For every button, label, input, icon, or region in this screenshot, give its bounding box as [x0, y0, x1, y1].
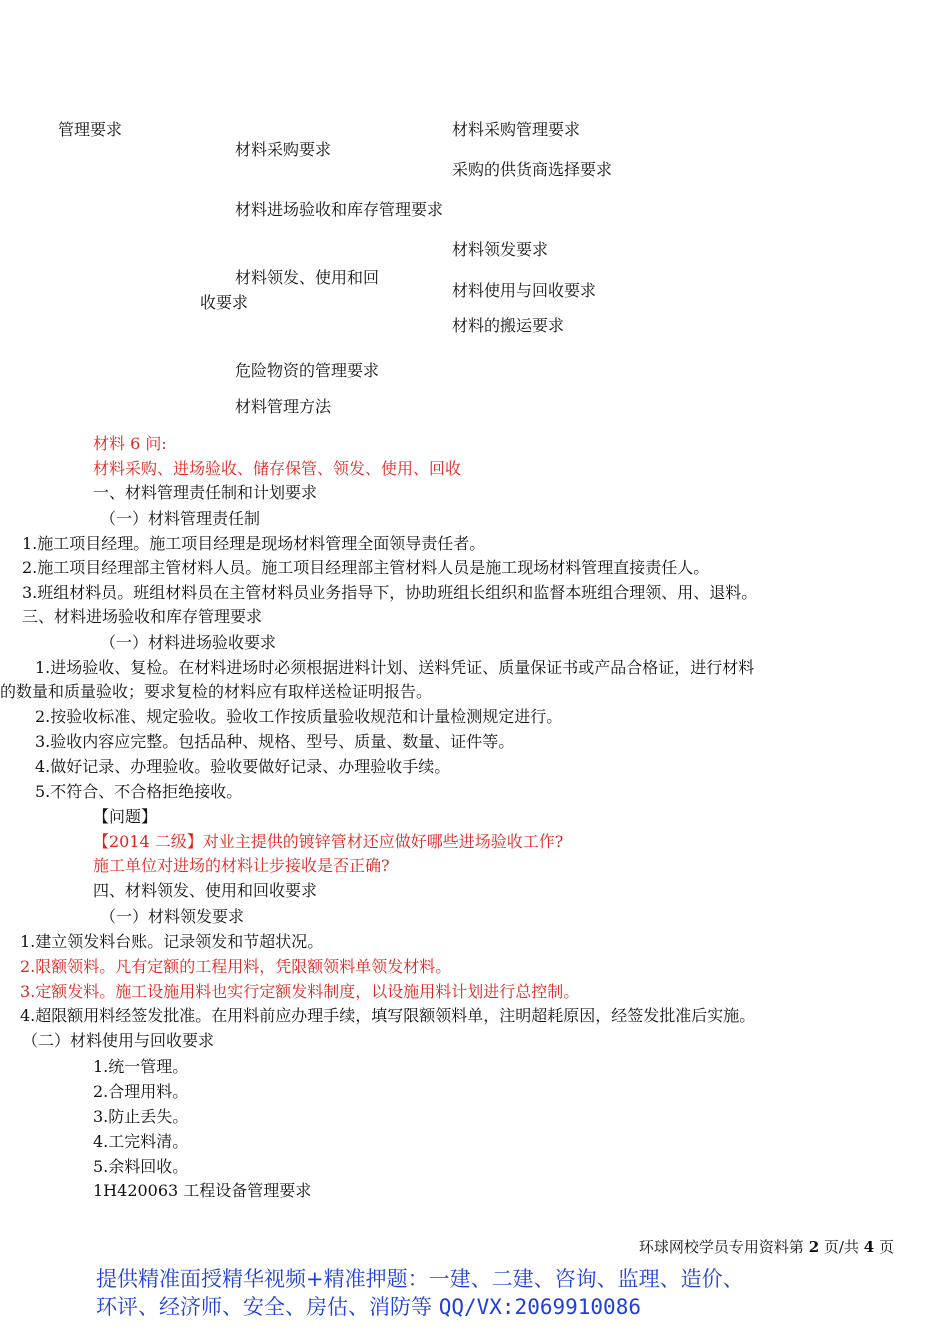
- section-3-item-1: 1.进场验收、复检。在材料进场时必须根据进料计划、送料凭证、质量保证书或产品合格证，进行材料: [35, 658, 755, 677]
- section-1-item: 2.施工项目经理部主管材料人员。施工项目经理部主管材料人员是施工现场材料管理直接责任人。: [22, 558, 710, 577]
- section-3-item: 5.不符合、不合格拒绝接收。: [35, 782, 243, 801]
- footer-text: 页: [878, 1238, 894, 1256]
- promo-contact: QQ/VX:2069910086: [438, 1295, 641, 1319]
- promo-line-2: [96, 1294, 641, 1320]
- promo-line-1: 提供精准面授精华视频+精准押题：一建、二建、咨询、监理、造价、: [96, 1267, 744, 1291]
- page-footer: [639, 1238, 894, 1256]
- question-label: 【问题】: [93, 807, 158, 826]
- section-3-subtitle: （一）材料进场验收要求: [100, 633, 277, 652]
- footer-text: 页/共: [823, 1238, 859, 1256]
- outline-acceptance: 材料进场验收和库存管理要求: [235, 200, 444, 219]
- section-3-item: 2.按验收标准、规定验收。验收工作按质量验收规范和计量检测规定进行。: [35, 707, 563, 726]
- section-4-subtitle-1: （一）材料领发要求: [100, 907, 245, 926]
- section-3-item-1-cont: 的数量和质量验收；要求复检的材料应有取样送检证明报告。: [0, 682, 433, 701]
- section-4-subtitle-2: （二）材料使用与回收要求: [22, 1031, 215, 1050]
- section-4-sub2-item: 4.工完料清。: [93, 1132, 189, 1151]
- outline-purchase-sub2: 采购的供货商选择要求: [452, 160, 613, 179]
- section-4-title: 四、材料领发、使用和回收要求: [93, 881, 318, 900]
- section-1-item: 1.施工项目经理。施工项目经理是现场材料管理全面领导责任者。: [22, 534, 486, 553]
- outline-hazard: 危险物资的管理要求: [235, 361, 380, 380]
- outline-method: 材料管理方法: [235, 397, 332, 416]
- promo-text: 环评、经济师、安全、房估、消防等: [96, 1295, 439, 1319]
- section-3-title: 三、材料进场验收和库存管理要求: [22, 607, 263, 626]
- section-4-item: 4.超限额用料经签发批准。在用料前应办理手续，填写限额领料单，注明超耗原因，经签发批准后实施。: [20, 1006, 756, 1025]
- outline-root: 管理要求: [58, 120, 123, 139]
- question-line-2: 施工单位对进场的材料让步接收是否正确?: [93, 856, 390, 875]
- question-line-1: 【2014 二级】对业主提供的镀锌管材还应做好哪些进场验收工作?: [93, 832, 564, 851]
- footer-page-total: 4: [863, 1238, 875, 1256]
- section-4-item-highlight: 2.限额领料。凡有定额的工程用料，凭限额领料单领发材料。: [20, 957, 452, 976]
- outline-issue-sub1: 材料领发要求: [452, 240, 549, 259]
- outline-issue-sub3: 材料的搬运要求: [452, 316, 565, 335]
- note-six-items: 材料采购、进场验收、储存保管、领发、使用、回收: [93, 459, 462, 478]
- outline-issue-sub2: 材料使用与回收要求: [452, 281, 597, 300]
- note-six-questions: 材料 6 问:: [93, 434, 167, 453]
- section-4-sub2-item: 2.合理用料。: [93, 1082, 189, 1101]
- outline-purchase: 材料采购要求: [235, 140, 332, 159]
- section-3-item: 4.做好记录、办理验收。验收要做好记录、办理验收手续。: [35, 757, 451, 776]
- outline-issue-line2: 收要求: [200, 293, 249, 312]
- footer-text: 环球网校学员专用资料第: [638, 1238, 804, 1256]
- section-4-item-highlight: 3.定额发料。施工设施用料也实行定额发料制度，以设施用料计划进行总控制。: [20, 982, 580, 1001]
- next-section-heading: 1H420063 工程设备管理要求: [93, 1181, 312, 1200]
- section-4-sub2-item: 1.统一管理。: [93, 1057, 189, 1076]
- section-1-subtitle: （一）材料管理责任制: [100, 509, 261, 528]
- section-4-sub2-item: 5.余料回收。: [93, 1157, 189, 1176]
- section-4-item: 1.建立领发料台账。记录领发和节超状况。: [20, 932, 324, 951]
- section-1-item: 3.班组材料员。班组材料员在主管材料员业务指导下，协助班组长组织和监督本班组合理领、用、退料。: [22, 583, 758, 602]
- outline-issue-line1: 材料领发、使用和回: [235, 268, 380, 287]
- section-3-item: 3.验收内容应完整。包括品种、规格、型号、质量、数量、证件等。: [35, 732, 515, 751]
- outline-purchase-sub1: 材料采购管理要求: [452, 120, 581, 139]
- section-1-title: 一、材料管理责任制和计划要求: [93, 483, 318, 502]
- section-4-sub2-item: 3.防止丢失。: [93, 1107, 189, 1126]
- footer-page-number: 2: [808, 1238, 820, 1256]
